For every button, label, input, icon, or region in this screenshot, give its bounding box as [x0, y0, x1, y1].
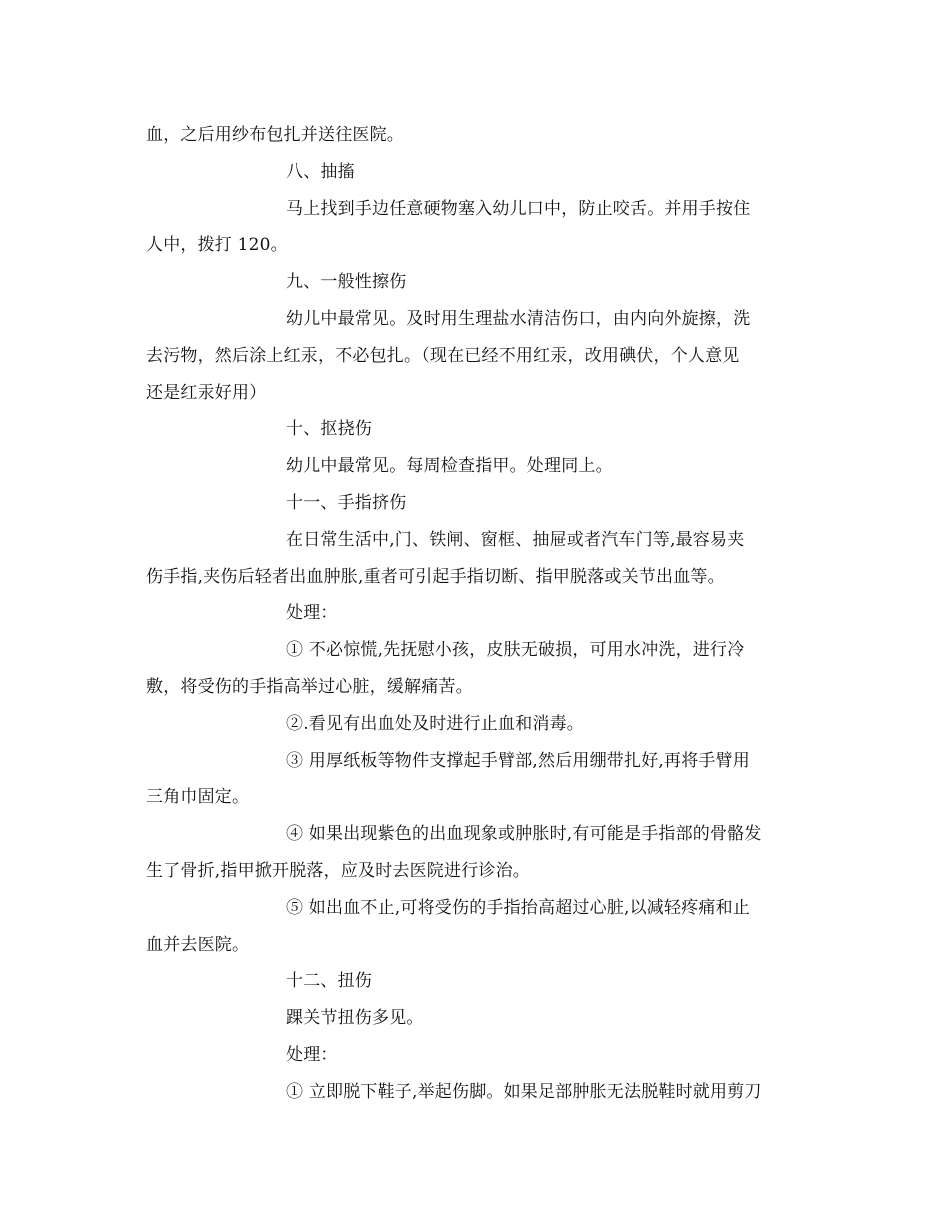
document-body	[146, 117, 811, 1111]
text-line: 马上找到手边任意硬物塞入幼儿口中，防止咬舌。并用手按住	[286, 198, 751, 219]
text-line: 三角巾固定。	[146, 787, 250, 808]
text-line: 敷，将受伤的手指高举过心脏，缓解痛苦。	[146, 676, 473, 697]
section-heading-finger-pinch: 十一、手指挤伤	[286, 492, 407, 513]
section-heading-convulsion: 八、抽搐	[286, 161, 355, 182]
text-line: ④ 如果出现紫色的出血现象或肿胀时,有可能是手指部的骨骼发	[286, 824, 762, 845]
text-line: 在日常生活中,门、铁闸、窗框、抽屉或者汽车门等,最容易夹	[286, 529, 745, 550]
section-heading-scratch: 十、抠挠伤	[286, 419, 372, 440]
text-line: ③ 用厚纸板等物件支撑起手臂部,然后用绷带扎好,再将手臂用	[286, 750, 751, 771]
text-line: 踝关节扭伤多见。	[286, 1008, 424, 1029]
text-line: 幼儿中最常见。每周检查指甲。处理同上。	[286, 456, 613, 477]
text-line: ②.看见有出血处及时进行止血和消毒。	[286, 713, 585, 734]
text-line: 血并去医院。	[146, 934, 250, 955]
text-line: 伤手指,夹伤后轻者出血肿胀,重者可引起手指切断、指甲脱落或关节出血等。	[146, 566, 725, 587]
treatment-label: 处理：	[286, 603, 338, 624]
text-line: 幼儿中最常见。及时用生理盐水清洁伤口，由内向外旋擦，洗	[286, 308, 751, 329]
text-line: 人中，拨打 120。	[146, 235, 288, 256]
treatment-label: 处理：	[286, 1044, 338, 1065]
section-heading-sprain: 十二、扭伤	[286, 971, 372, 992]
text-line: ① 不必惊慌,先抚慰小孩，皮肤无破损，可用水冲洗，进行冷	[286, 640, 745, 661]
section-heading-abrasion: 九、一般性擦伤	[286, 272, 407, 293]
text-line: 生了骨折,指甲掀开脱落，应及时去医院进行诊治。	[146, 860, 531, 881]
text-line: 去污物，然后涂上红汞，不必包扎。（现在已经不用红汞，改用碘伏，个人意见	[146, 345, 740, 366]
text-line: 还是红汞好用）	[146, 382, 267, 403]
text-line: ⑤ 如出血不止,可将受伤的手指抬高超过心脏,以减轻疼痛和止	[286, 897, 751, 918]
text-line: 血，之后用纱布包扎并送往医院。	[146, 125, 404, 145]
text-line: ① 立即脱下鞋子,举起伤脚。如果足部肿胀无法脱鞋时就用剪刀	[286, 1081, 762, 1102]
